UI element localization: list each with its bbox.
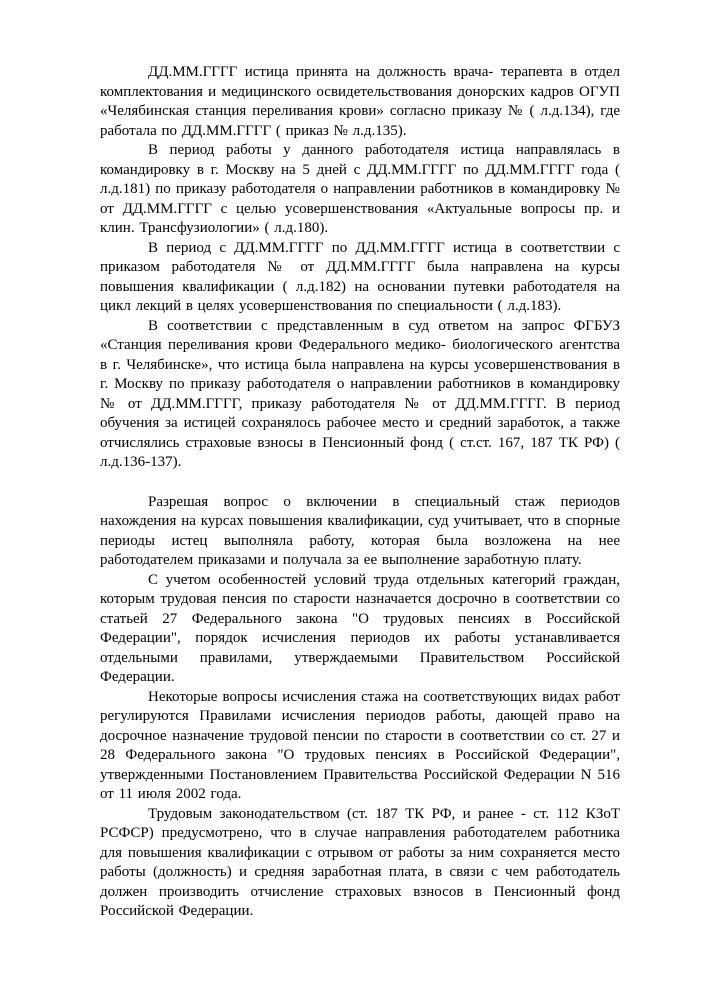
paragraph-qualification-courses: В период с ДД.ММ.ГГГГ по ДД.ММ.ГГГГ истица в соответствии с приказом работодателя № от ДД.ММ.ГГГГ была направлена на курсы повышения квалификации ( л.д.182) на основании путевки работодателя на цикл лекций в целях усовершенствования по специальности ( л.д.183).: [100, 239, 620, 314]
paragraph-court-reasoning: Разрешая вопрос о включении в специальный стаж периодов нахождения на курсах повышения квалификации, суд учитывает, что в спорные периоды истец выполняла работу, которая была возложена на нее работодателем приказами и получала за ее выполнение заработную плату.: [100, 493, 620, 568]
paragraph-employment-record: ДД.ММ.ГГГГ истица принята на должность врача- терапевта в отдел комплектования и медицинского освидетельствования донорских кадров ОГУП «Челябинская станция переливания крови» согласно приказу № ( л.д.134), где работала по ДД.ММ.ГГГГ ( приказ № л.д.135).: [100, 64, 620, 139]
paragraph-article-27: С учетом особенностей условий труда отдельных категорий граждан, которым трудовая пенсия по старости назначается досрочно в соответствии со статьей 27 Федерального закона "О трудовых пенсиях в Российской Федерации", порядок исчисления периодов их работы устанавливается отдельными правилами, утверждаемыми Правительством Российской Федерации.: [100, 571, 620, 685]
paragraph-fgbuz-response: В соответствии с представленным в суд ответом на запрос ФГБУЗ «Станция переливания крови Федерального медико- биологического агентства в г. Челябинске», что истица была направлена на курсы усовершенствования в г. Москву по приказу работодателя о направлении работников в командировку № от ДД.ММ.ГГГГ, приказу работодателя № от ДД.ММ.ГГГГ. В период обучения за истицей сохранялось рабочее место и средний заработок, а также отчислялись страховые взносы в Пенсионный фонд ( ст.ст. 167, 187 ТК РФ) ( л.д.136-137).: [100, 317, 620, 470]
paragraph-business-trip: В период работы у данного работодателя истица направлялась в командировку в г. Москву на 5 дней с ДД.ММ.ГГГГ по ДД.ММ.ГГГГ года ( л.д.181) по приказу работодателя о направлении работников в командировку № от ДД.ММ.ГГГГ с целью усовершенствования «Актуальные вопросы пр. и клин. Трансфузиологии» ( л.д.180).: [100, 142, 620, 236]
paragraph-labor-law: Трудовым законодательством (ст. 187 ТК РФ, и ранее - ст. 112 КЗоТ РСФСР) предусмотрено, что в случае направления работодателем работника для повышения квалификации с отрывом от работы за ним сохраняется место работы (должность) и средняя заработная плата, в связи с чем работодатель должен производить отчисление страховых взносов в Пенсионный фонд Российской Федерации.: [100, 805, 620, 919]
paragraph-rules-516: Некоторые вопросы исчисления стажа на соответствующих видах работ регулируются Правилами исчисления периодов работы, дающей право на досрочное назначение трудовой пенсии по старости в соответствии со ст. 27 и 28 Федерального закона "О трудовых пенсиях в Российской Федерации", утвержденными Постановлением Правительства Российской Федерации N 516 от 11 июля 2002 года.: [100, 688, 620, 802]
